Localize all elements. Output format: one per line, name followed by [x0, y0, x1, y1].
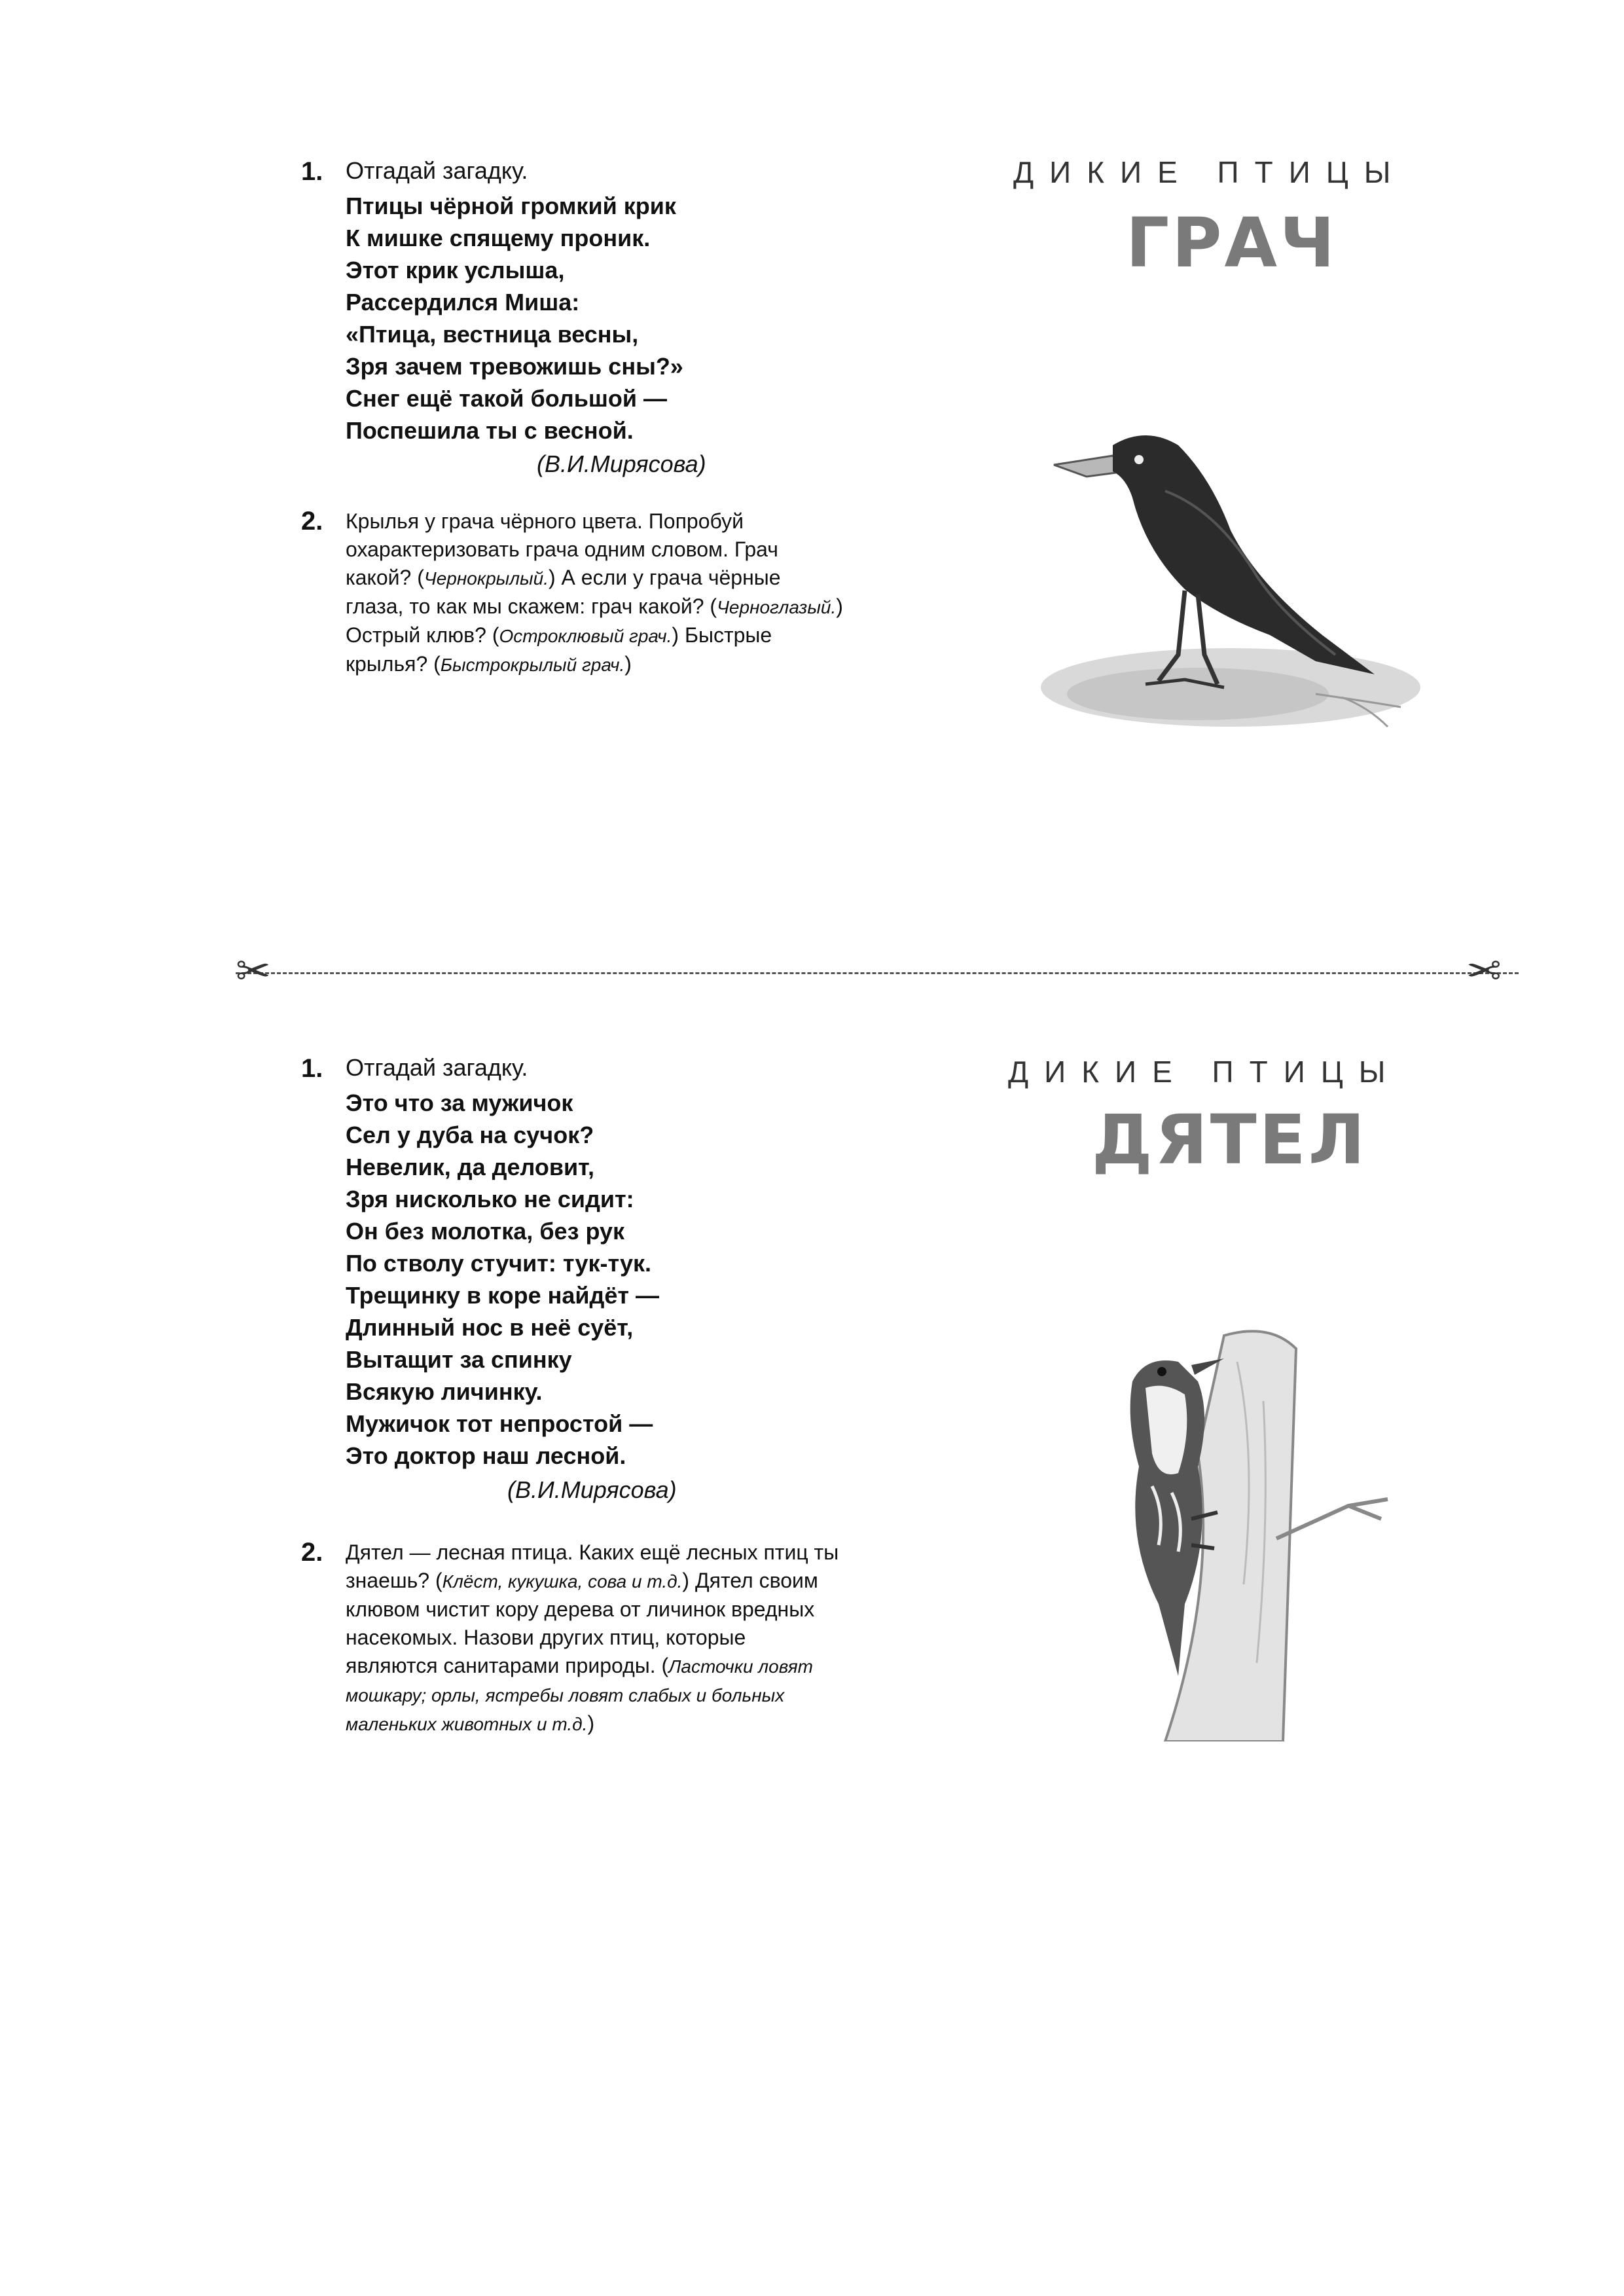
poem-author: (В.И.Мирясова) — [537, 450, 706, 477]
task-2-text — [346, 509, 843, 676]
poem-line: По стволу стучит: тук-тук. — [346, 1250, 652, 1277]
category-heading: ДИКИЕ ПТИЦЫ — [1008, 1055, 1401, 1089]
poem-line: Этот крик услыша, — [346, 257, 565, 283]
poem-line: Вытащит за спинку — [346, 1346, 572, 1373]
woodpecker-illustration — [1087, 1322, 1427, 1741]
rook-illustration — [1034, 419, 1453, 746]
task-intro: Отгадай загадку. — [346, 1054, 528, 1081]
poem-line: Снег ещё такой большой — — [346, 385, 667, 412]
text-run: ) Острый клюв? ( — [346, 594, 843, 647]
text-run: ) — [587, 1711, 595, 1735]
answer-hint: Чернокрылый. — [424, 568, 549, 589]
answer-hint: Ласточки ловят мошкару; орлы, ястребы ловят слабых и больных маленьких животных и т.д. — [346, 1656, 814, 1734]
poem-line: Рассердился Миша: — [346, 289, 580, 316]
scissors-icon: ✂ — [236, 947, 271, 994]
task-intro: Отгадай загадку. — [346, 157, 528, 184]
answer-hint: Клёст, кукушка, сова и т.д. — [442, 1571, 683, 1592]
category-heading: ДИКИЕ ПТИЦЫ — [1013, 155, 1407, 189]
poem-author: (В.И.Мирясова) — [507, 1476, 677, 1503]
answer-hint: Остроклювый грач. — [499, 626, 672, 646]
bird-title: ДЯТЕЛ — [1092, 1100, 1368, 1180]
poem-line: Длинный нос в неё суёт, — [346, 1314, 634, 1341]
scissors-icon: ✂ — [1466, 947, 1502, 994]
text-run: ) — [624, 652, 632, 676]
poem-line: Это что за мужичок — [346, 1089, 573, 1116]
text-run: Крылья у грача чёрного цвета. Попробуй охарактеризовать грача одним словом. Грач какой? ( — [346, 509, 778, 589]
task-number: 1. — [301, 157, 323, 186]
poem-line: Это доктор наш лесной. — [346, 1442, 626, 1469]
task-number: 2. — [301, 1538, 323, 1567]
task-number: 2. — [301, 507, 323, 536]
task-2 — [301, 507, 843, 679]
poem-line: Он без молотка, без рук — [346, 1218, 625, 1245]
card-rook — [0, 0, 1624, 962]
poem-line: К мишке спящему проник. — [346, 225, 651, 251]
answer-hint: Черноглазый. — [717, 597, 837, 617]
poem-line: Трещинку в коре найдёт — — [346, 1282, 660, 1309]
task-number: 1. — [301, 1054, 323, 1083]
bird-title: ГРАЧ — [1126, 203, 1338, 283]
poem-line: Зря зачем тревожишь сны?» — [346, 353, 683, 380]
task-2-text — [346, 1540, 839, 1735]
riddle-poem — [346, 1087, 659, 1472]
poem-line: Зря нисколько не сидит: — [346, 1186, 634, 1212]
answer-hint: Быстрокрылый грач. — [440, 655, 625, 675]
cut-line — [236, 972, 1519, 974]
poem-line: Всякую личинку. — [346, 1378, 543, 1405]
poem-line: Невелик, да деловит, — [346, 1154, 595, 1180]
task-2 — [301, 1538, 843, 1738]
poem-line: Птицы чёрной громкий крик — [346, 192, 676, 219]
text-run: Дятел — лесная птица. Каких ещё лесных птиц ты знаешь? ( — [346, 1540, 839, 1592]
poem-line: Поспешила ты с весной. — [346, 417, 634, 444]
text-run: ) Дятел своим клювом чистит кору дерева от личинок вредных насекомых. Назови других птиц, которые являются санитарами природы. ( — [346, 1569, 818, 1677]
poem-line: Мужичок тот непростой — — [346, 1410, 653, 1437]
text-run: ) Быстрые крылья? ( — [346, 623, 772, 676]
card-woodpecker — [0, 995, 1624, 2239]
text-run: ) А если у грача чёрные глаза, то как мы скажем: грач какой? ( — [346, 566, 781, 618]
riddle-poem — [346, 190, 683, 446]
poem-line: «Птица, вестница весны, — [346, 321, 639, 348]
poem-line: Сел у дуба на сучок? — [346, 1121, 594, 1148]
